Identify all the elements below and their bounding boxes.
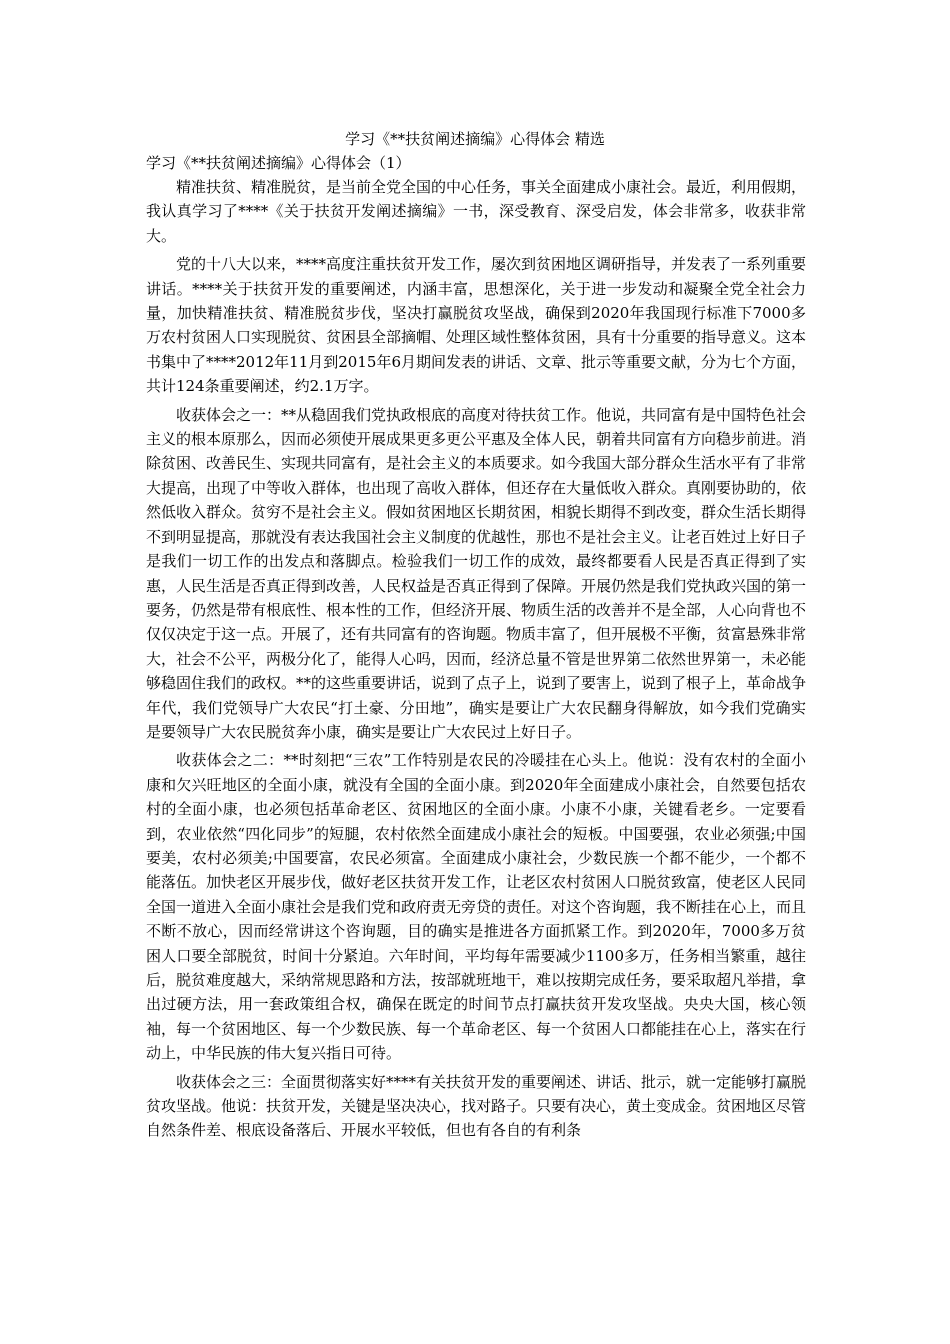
paragraph-insight-1: 收获体会之一：**从稳固我们党执政根底的高度对待扶贫工作。他说，共同富有是中国特色社会主义的根本原那么，因而必须使开展成果更多更公平惠及全体人民，朝着共同富有方向稳步前进。消除贫困、改善民生、实现共同富有，是社会主义的本质要求。如今我国大部分群众生活水平有了非常大提高，出现了中等收入群体，也出现了高收入群体，但还存在大量低收入群众。真刚要协助的，依然低收入群众。贫穷不是社会主义。假如贫困地区长期贫困，相貌长期得不到改变，群众生活长期得不到明显提高，那就没有表达我国社会主义制度的优越性，那也不是社会主义。让老百姓过上好日子是我们一切工作的出发点和落脚点。检验我们一切工作的成效，最终都要看人民是否真正得到了实惠，人民生活是否真正得到改善，人民权益是否真正得到了保障。开展仍然是我们党执政兴国的第一要务，仍然是带有根底性、根本性的工作，但经济开展、物质生活的改善并不是全部，人心向背也不仅仅决定于这一点。开展了，还有共同富有的咨询题。物质丰富了，但开展极不平衡，贫富悬殊非常大，社会不公平，两极分化了，能得人心吗，因而，经济总量不管是世界第二依然世界第一，未必能够稳固住我们的政权。**的这些重要讲话，说到了点子上，说到了要害上，说到了根子上，革命战争年代，我们党领导广大农民“打土豪、分田地”，确实是要让广大农民翻身得解放，如今我们党确实是要领导广大农民脱贫奔小康，确实是要让广大农民过上好日子。 xyxy=(146,405,807,741)
paragraph-background: 党的十八大以来，****高度注重扶贫开发工作，屡次到贫困地区调研指导，并发表了一系列重要讲话。****关于扶贫开发的重要阐述，内涵丰富，思想深化，关于进一步发动和凝聚全党全社会力量，加快精准扶贫、精准脱贫步伐，坚决打赢脱贫攻坚战，确保到2020年我国现行标准下7000多万农村贫困人口实现脱贫、贫困县全部摘帽、处理区域性整体贫困，具有十分重要的指导意义。这本书集中了****2012年11月到2015年6月期间发表的讲话、文章、批示等重要文献，分为七个方面，共计124条重要阐述，约2.1万字。 xyxy=(146,255,807,396)
section-heading: 学习《**扶贫阐述摘编》心得体会（1） xyxy=(146,154,411,172)
paragraph-insight-3: 收获体会之三：全面贯彻落实好****有关扶贫开发的重要阐述、讲话、批示，就一定能够打赢脱贫攻坚战。他说：扶贫开发，关键是坚决决心，找对路子。只要有决心，黄土变成金。贫困地区尽管自然条件差、根底设备落后、开展水平较低，但也有各自的有利条 xyxy=(146,1072,807,1140)
document-title: 学习《**扶贫阐述摘编》心得体会 精选 xyxy=(345,130,605,148)
paragraph-insight-2: 收获体会之二：**时刻把“三农”工作特别是农民的冷暖挂在心头上。他说：没有农村的全面小康和欠兴旺地区的全面小康，就没有全国的全面小康。到2020年全面建成小康社会，自然要包括农村的全面小康，也必须包括革命老区、贫困地区的全面小康。小康不小康，关键看老乡。一定要看到，农业依然“四化同步”的短腿，农村依然全面建成小康社会的短板。中国要强，农业必须强;中国要美，农村必须美;中国要富，农民必须富。全面建成小康社会，少数民族一个都不能少，一个都不能落伍。加快老区开展步伐，做好老区扶贫开发工作，让老区农村贫困人口脱贫致富，使老区人民同全国一道进入全面小康社会是我们党和政府责无旁贷的责任。对这个咨询题，我不断挂在心上，而且不断不放心，因而经常讲这个咨询题，目的确实是推进各方面抓紧工作。到2020年，7000多万贫困人口要全部脱贫，时间十分紧迫。六年时间，平均每年需要减少1100多万，任务相当繁重，越往后，脱贫难度越大，采纳常规思路和方法，按部就班地干，难以按期完成任务，要采取超凡举措，拿出过硬方法，用一套政策组合权，确保在既定的时间节点打赢扶贫开发攻坚战。央央大国，核心领袖，每一个贫困地区、每一个少数民族、每一个革命老区、每一个贫困人口都能挂在心上，落实在行动上，中华民族的伟大复兴指日可待。 xyxy=(146,751,807,1063)
document-body xyxy=(146,175,806,1147)
paragraph-intro: 精准扶贫、精准脱贫，是当前全党全国的中心任务，事关全面建成小康社会。最近，利用假期，我认真学习了****《关于扶贫开发阐述摘编》一书，深受教育、深受启发，体会非常多，收获非常大。 xyxy=(146,178,807,245)
